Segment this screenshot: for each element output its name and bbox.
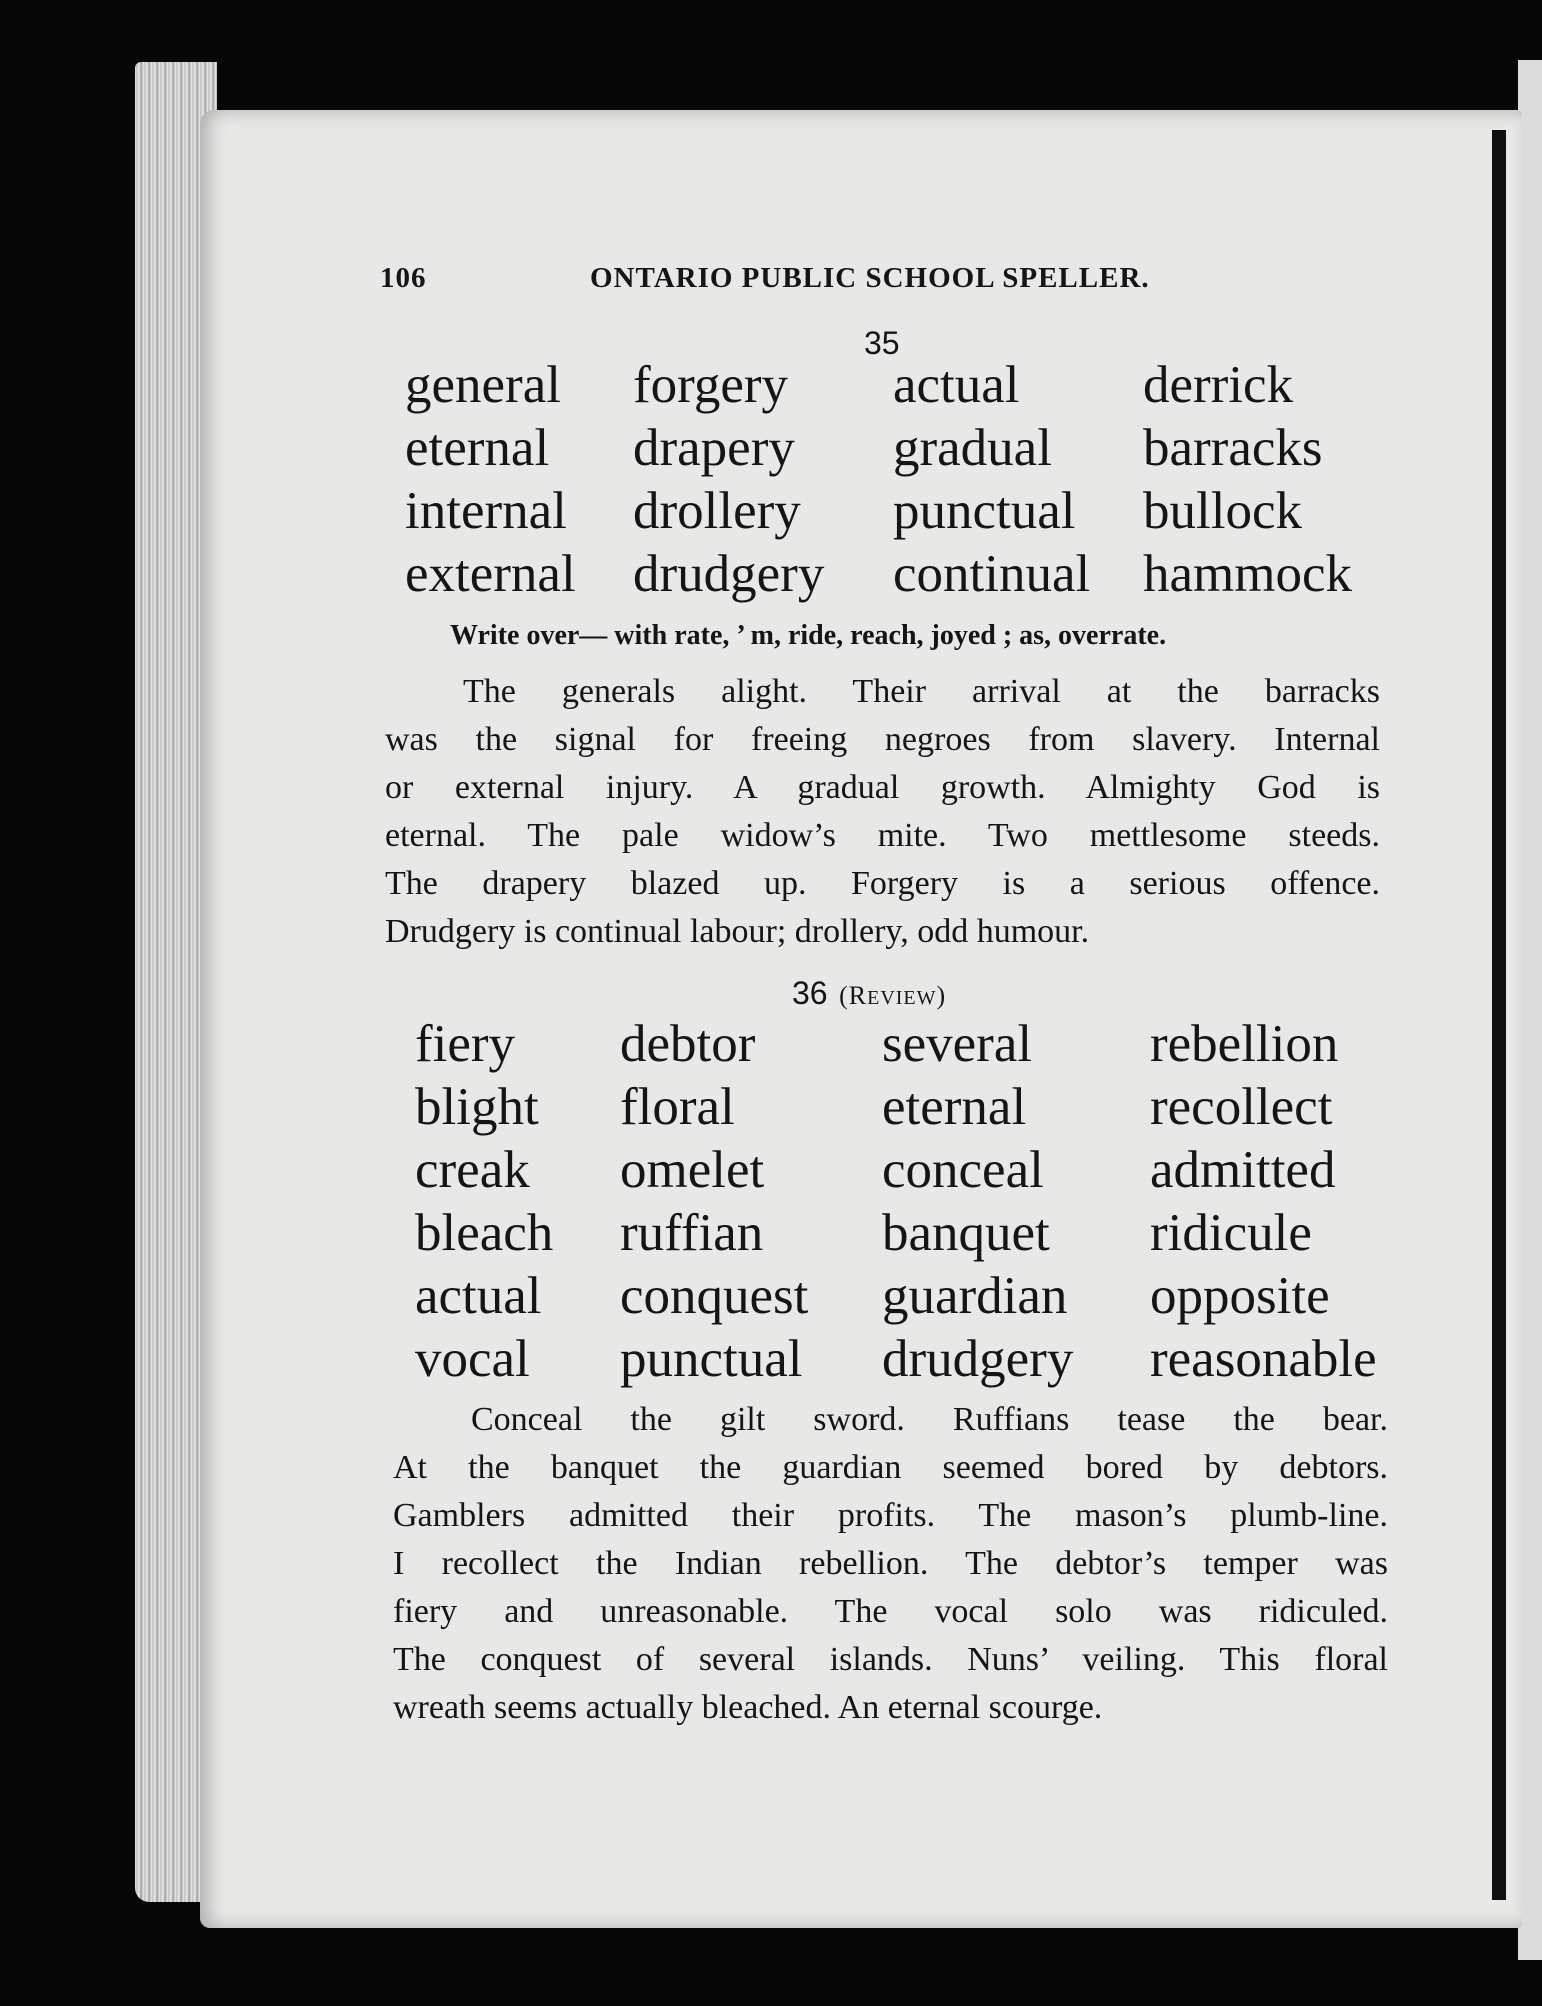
lesson-35-word-column-4 [1143,354,1352,606]
spelling-word: conceal [882,1141,1044,1199]
review-tag: (REVIEW) [839,981,947,1010]
spelling-word: ridicule [1150,1204,1312,1262]
spelling-word: barracks [1143,419,1323,477]
spelling-word: banquet [882,1204,1050,1262]
spelling-word: admitted [1150,1141,1336,1199]
spelling-word: ruffian [620,1204,764,1262]
paragraph-line: wreath seems actually bleached. An eternal scourge. [393,1689,1103,1726]
spelling-word: actual [415,1267,542,1325]
spelling-word: opposite [1150,1267,1330,1325]
lesson-36-word-column-4 [1150,1013,1377,1391]
lesson-36-word-column-2 [620,1013,808,1391]
spelling-word: omelet [620,1141,765,1199]
spelling-word: punctual [893,482,1076,540]
lesson-36-number: 36 [792,975,828,1011]
paragraph-line: or external injury. A gradual growth. Almighty God is [385,769,1380,806]
spelling-word: punctual [620,1330,803,1388]
lesson-35-instruction: Write over— with rate, ’ m, ride, reach, joyed ; as, overrate. [450,620,1167,651]
spelling-word: hammock [1143,545,1352,603]
lesson-35-number: 35 [864,325,900,361]
spelling-word: rebellion [1150,1015,1339,1073]
page-number: 106 [380,262,427,294]
lesson-36-word-column-1 [415,1013,553,1391]
paragraph-line: The generals alight. Their arrival at the barracks [463,673,1380,710]
page-gutter-shadow [1492,130,1506,1900]
spelling-word: continual [893,545,1091,603]
lesson-35-word-column-1 [405,354,576,606]
paragraph-line: At the banquet the guardian seemed bored by debtors. [393,1449,1388,1486]
spelling-word: floral [620,1078,735,1136]
paragraph-line: The drapery blazed up. Forgery is a serious offence. [385,865,1380,902]
paragraph-line: fiery and unreasonable. The vocal solo was ridiculed. [393,1593,1388,1630]
paragraph-line: was the signal for freeing negroes from slavery. Internal [385,721,1380,758]
spelling-word: eternal [882,1078,1027,1136]
spelling-word: fiery [415,1015,516,1073]
spelling-word: forgery [633,356,789,414]
spelling-word: several [882,1015,1033,1073]
paragraph-line: I recollect the Indian rebellion. The debtor’s temper was [393,1545,1388,1582]
spelling-word: drollery [633,482,801,540]
spelling-word: debtor [620,1015,756,1073]
spelling-word: gradual [893,419,1052,477]
lesson-35-paragraph [385,668,1380,956]
spelling-word: blight [415,1078,539,1136]
spelling-word: actual [893,356,1020,414]
lesson-35-word-column-2 [633,354,824,606]
paragraph-line: Drudgery is continual labour; drollery, odd humour. [385,913,1090,950]
spelling-word: reasonable [1150,1330,1377,1388]
spelling-word: drudgery [633,545,825,603]
lesson-36-paragraph [393,1396,1388,1732]
spelling-word: recollect [1150,1078,1333,1136]
spelling-word: derrick [1143,356,1294,414]
paragraph-line: eternal. The pale widow’s mite. Two mettlesome steeds. [385,817,1380,854]
spelling-word: bleach [415,1204,554,1262]
spelling-word: external [405,545,576,603]
spelling-word: general [405,356,561,414]
book-title: ONTARIO PUBLIC SCHOOL SPELLER. [590,262,1150,294]
spelling-word: bullock [1143,482,1302,540]
spelling-word: drapery [633,419,795,477]
paragraph-line: Conceal the gilt sword. Ruffians tease the bear. [471,1401,1388,1438]
paragraph-line: The conquest of several islands. Nuns’ veiling. This floral [393,1641,1388,1678]
lesson-36-word-column-3 [882,1013,1073,1391]
spelling-word: guardian [882,1267,1068,1325]
lesson-36-heading [792,975,946,1012]
lesson-35-word-column-3 [893,354,1090,606]
spelling-word: internal [405,482,567,540]
spelling-word: vocal [415,1330,530,1388]
spelling-word: eternal [405,419,550,477]
paragraph-line: Gamblers admitted their profits. The mason’s plumb-line. [393,1497,1388,1534]
spelling-word: creak [415,1141,530,1199]
spelling-word: conquest [620,1267,809,1325]
spelling-word: drudgery [882,1330,1074,1388]
